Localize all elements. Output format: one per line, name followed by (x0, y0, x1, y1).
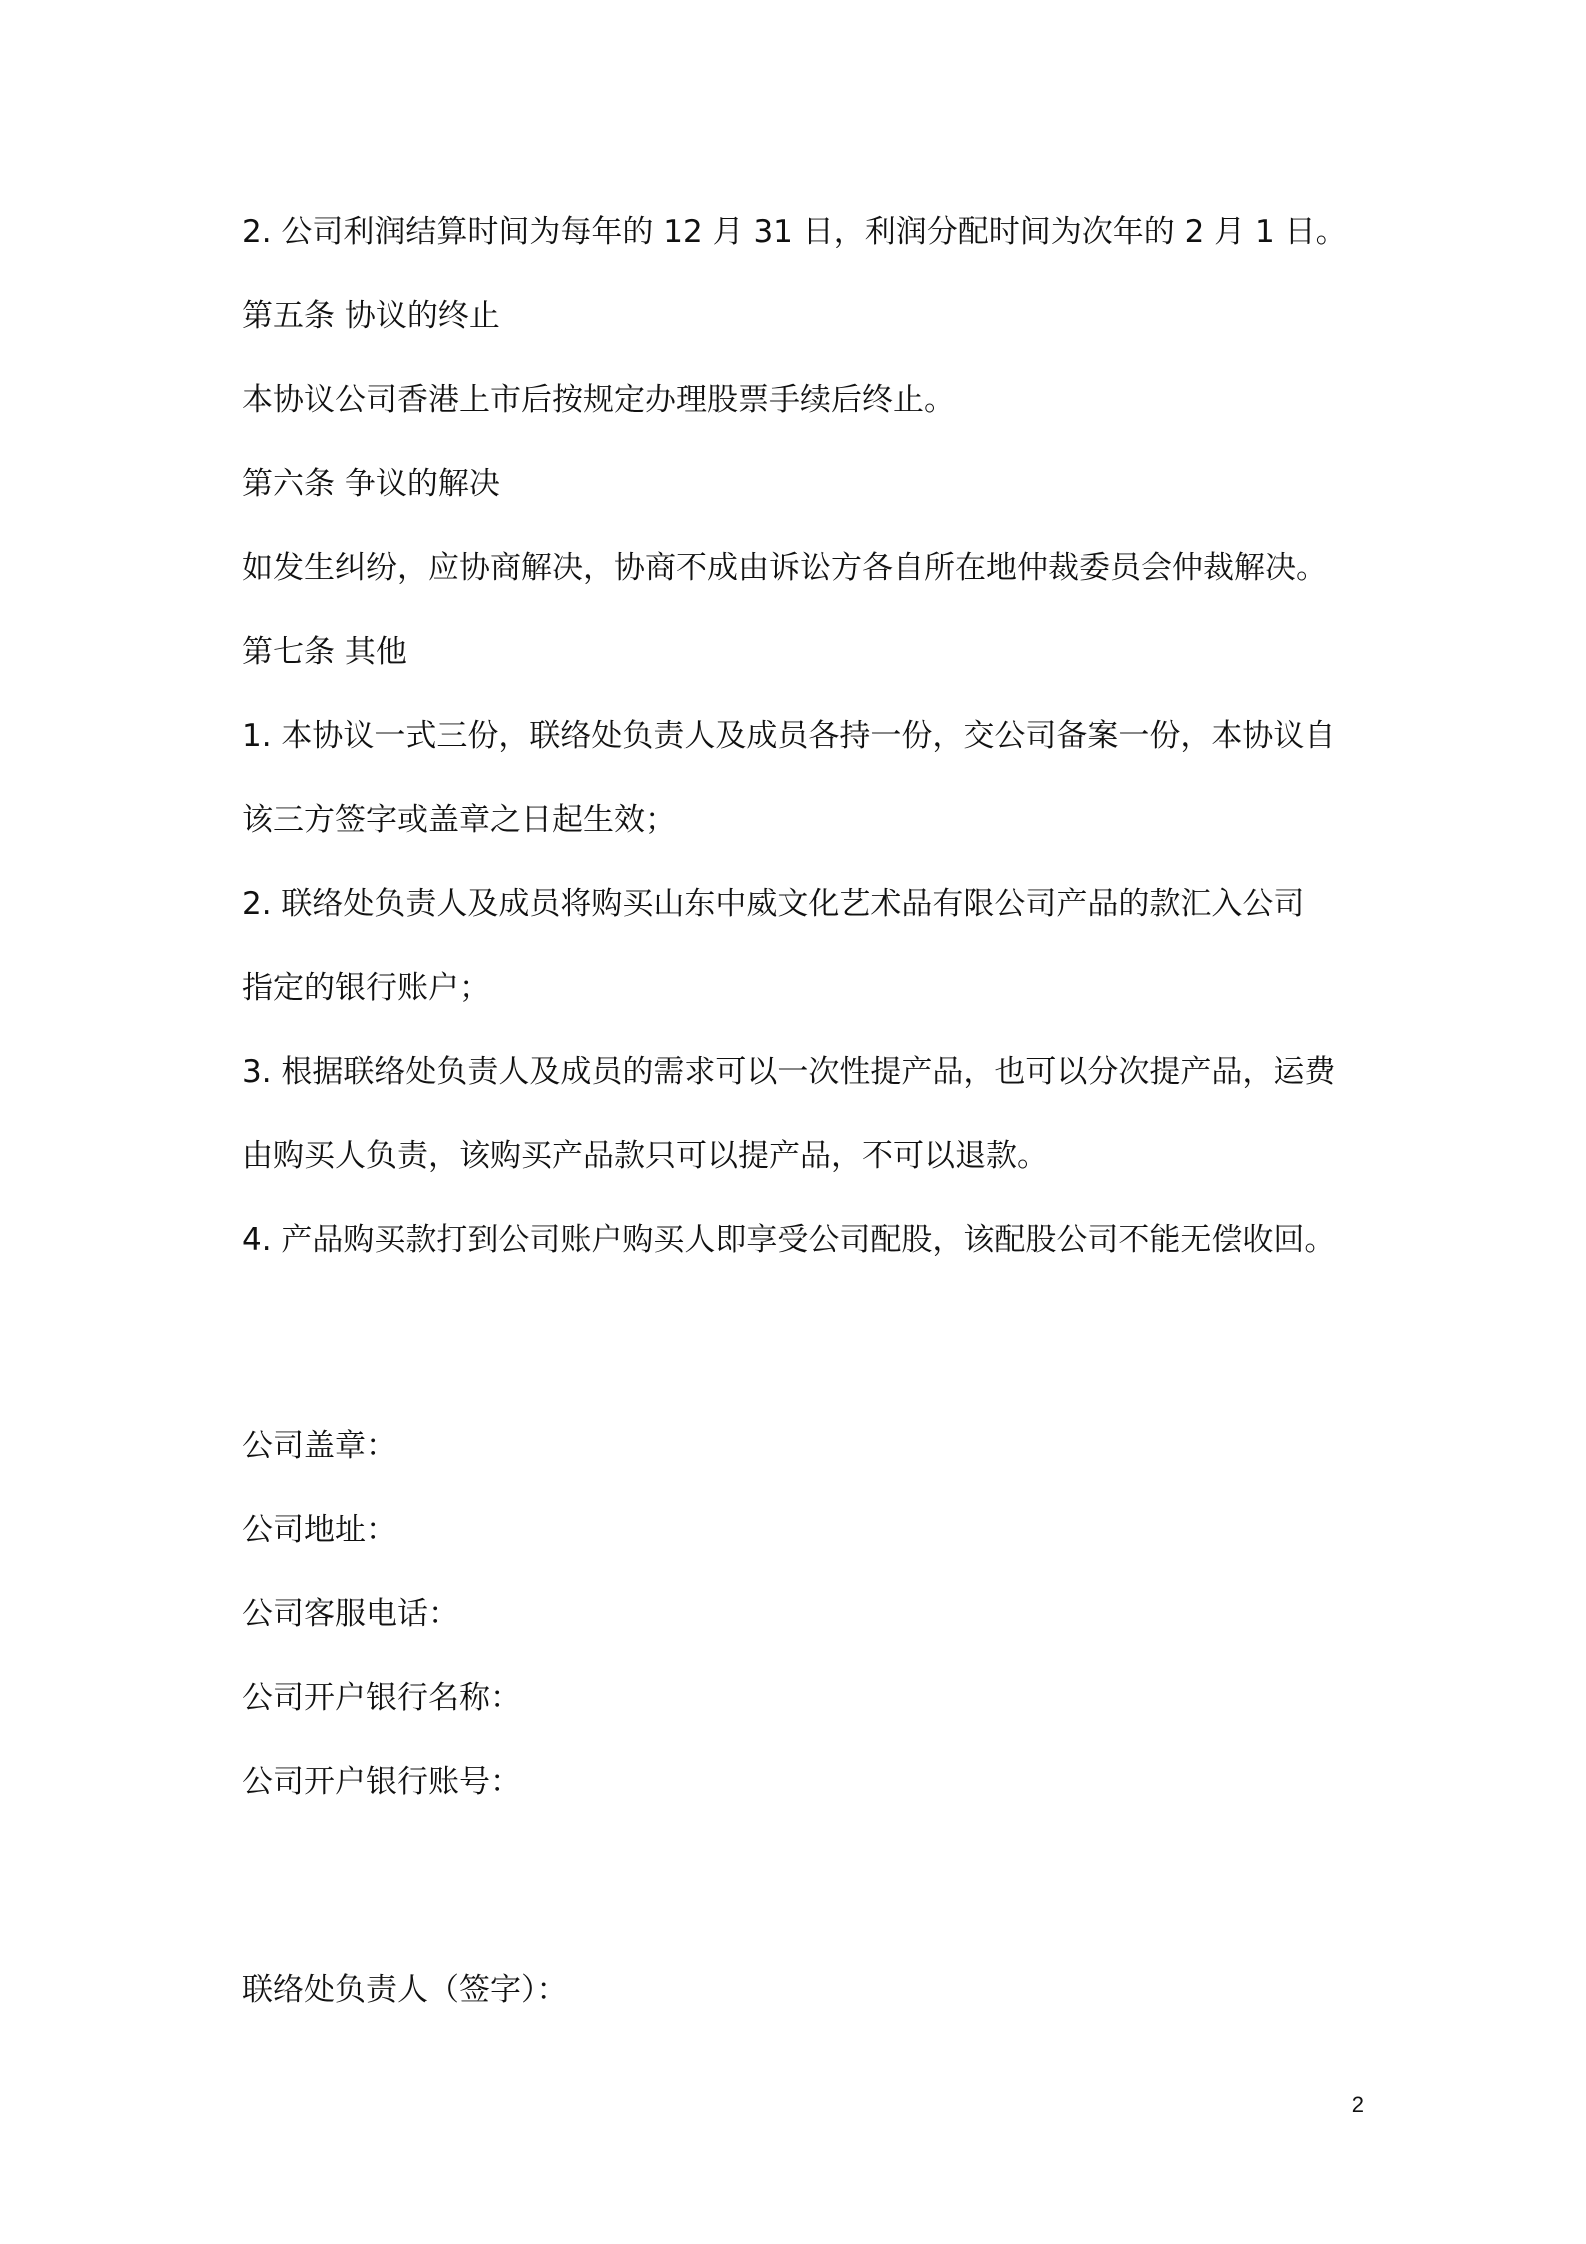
article-5-title: 协议的终止 (344, 298, 500, 334)
article-7-number: 第七条 (242, 634, 335, 670)
company-address-field: 公司地址： (242, 1512, 397, 1548)
article-6-title: 争议的解决 (344, 466, 500, 502)
page-number: 2 (1351, 2092, 1364, 2117)
clause-4-item-2: 2. 公司利润结算时间为每年的 12 月 31 日，利润分配时间为次年的 2 月 1 日。 (242, 214, 1347, 250)
company-bank-account-field: 公司开户银行账号： (242, 1764, 521, 1800)
article-7-item-2-line-1: 2. 联络处负责人及成员将购买山东中威文化艺术品有限公司产品的款汇入公司 (242, 886, 1305, 922)
liaison-signature-field: 联络处负责人（签字）： (242, 1972, 568, 2008)
article-6-text: 如发生纠纷，应协商解决，协商不成由诉讼方各自所在地仲裁委员会仲裁解决。 (242, 550, 1327, 586)
company-bank-name-field: 公司开户银行名称： (242, 1680, 521, 1716)
article-7-heading (242, 632, 1362, 672)
article-6-number: 第六条 (242, 466, 335, 502)
article-7-item-3-line-1: 3. 根据联络处负责人及成员的需求可以一次性提产品，也可以分次提产品，运费 (242, 1054, 1336, 1090)
article-7-item-2-line-2: 指定的银行账户； (242, 970, 490, 1006)
article-7-item-1-line-2: 该三方签字或盖章之日起生效； (242, 802, 676, 838)
article-7-item-3-line-2: 由购买人负责，该购买产品款只可以提产品，不可以退款。 (242, 1138, 1048, 1174)
article-5-text: 本协议公司香港上市后按规定办理股票手续后终止。 (242, 382, 955, 418)
company-phone-field: 公司客服电话： (242, 1596, 459, 1632)
article-5-heading (242, 296, 1362, 336)
article-5-number: 第五条 (242, 298, 335, 334)
article-7-title: 其他 (344, 634, 407, 670)
company-seal-field: 公司盖章： (242, 1428, 397, 1464)
article-7-item-1-line-1: 1. 本协议一式三份，联络处负责人及成员各持一份，交公司备案一份，本协议自 (242, 718, 1336, 754)
article-6-heading (242, 464, 1362, 504)
article-7-item-4: 4. 产品购买款打到公司账户购买人即享受公司配股，该配股公司不能无偿收回。 (242, 1222, 1336, 1258)
